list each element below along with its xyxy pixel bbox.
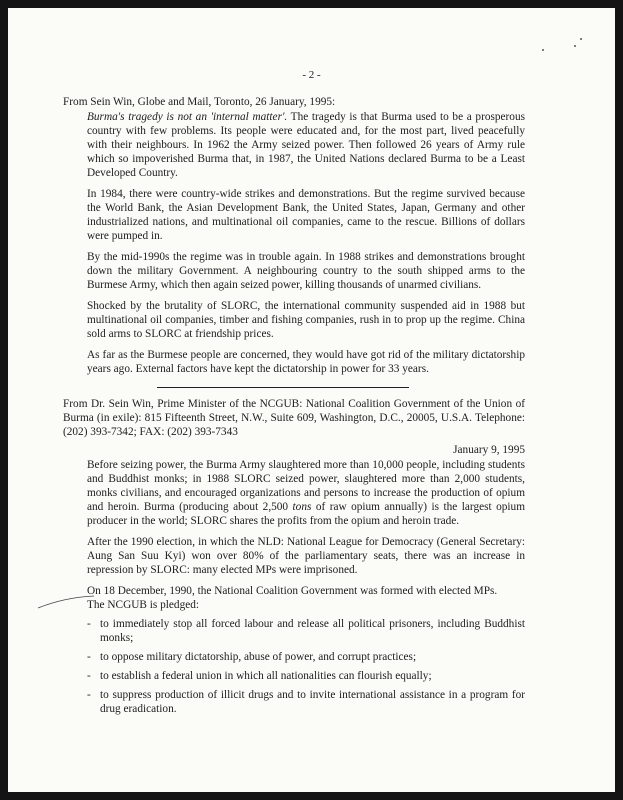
paragraph-line: On 18 December, 1990, the National Coalition Government was formed with elected MPs.	[87, 585, 498, 597]
source-line-ncgub: From Dr. Sein Win, Prime Minister of the NCGUB: National Coalition Government of the Union of Burma (in exile): 815 Fifteenth Street, N.W., Suite 609, Washington, D.C., 20005, U.S.A. Telephone: (202) 393-7342; FAX: (202) 393-7343	[63, 398, 525, 438]
pledge-text: to suppress production of illicit drugs and to invite international assistance in a program for drug eradication.	[100, 689, 525, 715]
paragraph-brutality-of-slorc: Shocked by the brutality of SLORC, the international community suspended aid in 1988 but multinational oil companies, timber and fishing companies, rush in to prop up the regime. China sold arms to SLORC at friendship prices.	[87, 300, 525, 340]
paragraph-1984-strikes: In 1984, there were country-wide strikes and demonstrations. But the regime survived because the World Bank, the Asian Development Bank, the United States, Japan, Germany and other industrialized nations, and multinational oil companies, came to the rescue. Billions of dollars were pumped in.	[87, 188, 525, 242]
list-dash: -	[87, 689, 91, 701]
paragraph-1990-election: After the 1990 election, in which the NLD: National League for Democracy (General Secretary: Aung San Suu Kyi) won over 80% of the parliamentary seats, there was an increase in repression by SLORC: many elected MPs were imprisoned.	[87, 536, 525, 576]
paragraph-external-factors: As far as the Burmese people are concerned, they would have got rid of the military dictatorship years ago. External factors have kept the dictatorship in power for 33 years.	[87, 349, 525, 375]
tons-word: tons	[292, 501, 312, 513]
paragraph-text: The tragedy is that Burma used to be a prosperous country with few problems. Its people were educated and, for the most part, lived peacefully with their neighbours. In 1962 the Army seized power. Then followed 26 years of Army rule which so impoverished Burma that, in 1987, the United Nations declared Burma to be a Least Developed Country.	[87, 111, 525, 179]
paragraph-line: The NCGUB is pledged:	[87, 599, 200, 611]
pledge-text: to immediately stop all forced labour and release all political prisoners, including Buddhist monks;	[100, 618, 525, 644]
pledge-text: to oppose military dictatorship, abuse of power, and corrupt practices;	[100, 651, 417, 663]
document-page	[8, 8, 615, 792]
paragraph-text: Before seizing power, the Burma Army slaughtered more than 10,000 people, including students and Buddhist monks; in 1988 SLORC seized power, slaughtered more than 2,000 students, monks civilians, and encouraged organizations and persons to increase the production of opium and heroin. Burma (producing about 2,500	[87, 459, 525, 513]
paragraph-mid-1990s: By the mid-1990s the regime was in trouble again. In 1988 strikes and demonstrations brought down the military Government. A neighbouring country to the south shipped arms to the Burmese Army, which then again seized power, killing thousands of unarmed civilians.	[87, 251, 525, 291]
lead-phrase: Burma's tragedy is not an 'internal matter'.	[87, 111, 288, 123]
paragraph-text: of raw opium annually) is the largest opium producer in the world; SLORC shares the profits from the opium and heroin trade.	[87, 501, 525, 527]
pledge-text: to establish a federal union in which all nationalities can flourish equally;	[100, 670, 432, 682]
letter-date: January 9, 1995	[453, 444, 525, 456]
source-line-globe-and-mail: From Sein Win, Globe and Mail, Toronto, 26 January, 1995:	[63, 96, 336, 108]
list-dash: -	[87, 670, 91, 682]
page-number: - 2 -	[302, 69, 321, 81]
list-dash: -	[87, 618, 91, 630]
pen-mark	[8, 8, 615, 792]
list-dash: -	[87, 651, 91, 663]
